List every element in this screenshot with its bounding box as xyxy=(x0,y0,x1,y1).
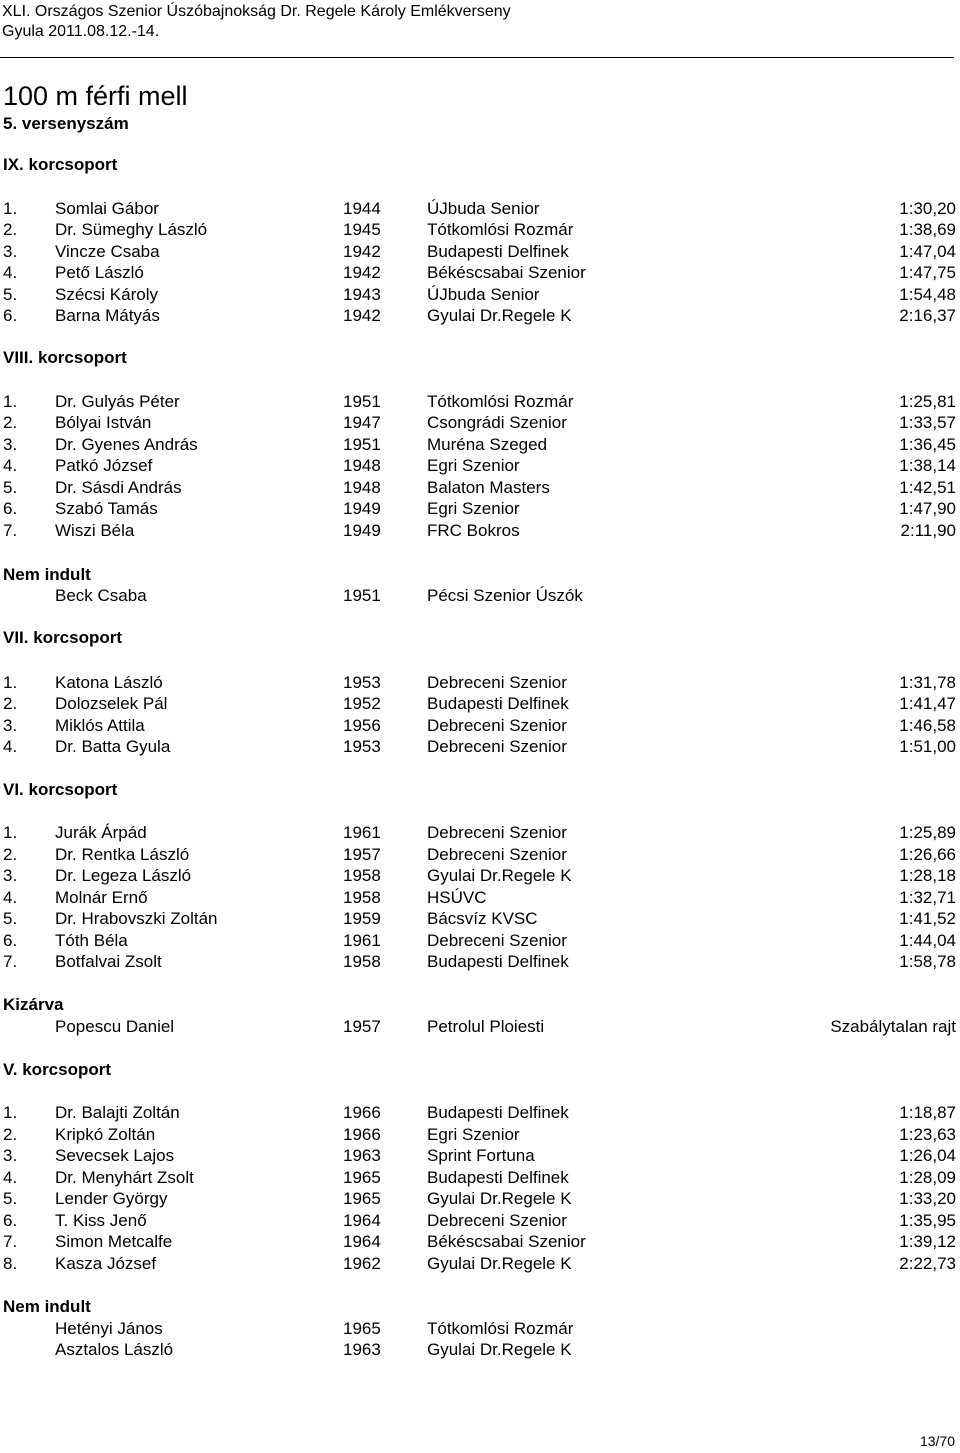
cell-place: 2. xyxy=(3,694,18,713)
cell-time: 1:25,81 xyxy=(899,392,956,411)
cell-club: Budapesti Delfinek xyxy=(427,952,569,971)
cell-club: Balaton Masters xyxy=(427,478,550,497)
cell-name: Dr. Batta Gyula xyxy=(55,737,171,756)
cell-club: Gyulai Dr.Regele K xyxy=(427,1340,572,1359)
result-row xyxy=(0,866,960,886)
result-row xyxy=(0,737,960,757)
cell-time: 1:41,47 xyxy=(899,694,956,713)
cell-name: Asztalos László xyxy=(55,1340,174,1359)
cell-club: Debreceni Szenior xyxy=(427,823,567,842)
cell-place: 6. xyxy=(3,499,18,518)
cell-time: 1:23,63 xyxy=(899,1125,956,1144)
cell-year: 1958 xyxy=(343,952,381,971)
cell-club: Békéscsabai Szenior xyxy=(427,1232,586,1251)
cell-year: 1942 xyxy=(343,306,381,325)
cell-club: Bácsvíz KVSC xyxy=(427,909,538,928)
cell-year: 1945 xyxy=(343,220,381,239)
header-rule xyxy=(0,57,954,58)
cell-time: 1:39,12 xyxy=(899,1232,956,1251)
cell-name: Dr. Menyhárt Zsolt xyxy=(55,1168,194,1187)
cell-name: Dr. Balajti Zoltán xyxy=(55,1103,180,1122)
result-row xyxy=(0,716,960,736)
result-row xyxy=(0,1146,960,1166)
cell-name: Katona László xyxy=(55,673,163,692)
cell-club: Gyulai Dr.Regele K xyxy=(427,1189,572,1208)
result-row xyxy=(0,909,960,929)
cell-time: 1:38,69 xyxy=(899,220,956,239)
cell-time: 1:18,87 xyxy=(899,1103,956,1122)
cell-time: 1:26,04 xyxy=(899,1146,956,1165)
result-row xyxy=(0,952,960,972)
cell-name: Vincze Csaba xyxy=(55,242,160,261)
cell-name: Dr. Hrabovszki Zoltán xyxy=(55,909,218,928)
cell-place: 6. xyxy=(3,1211,18,1230)
cell-year: 1957 xyxy=(343,1017,381,1036)
result-row xyxy=(0,694,960,714)
cell-place: 4. xyxy=(3,263,18,282)
cell-name: Beck Csaba xyxy=(55,586,147,605)
cell-time: 1:38,14 xyxy=(899,456,956,475)
cell-time: 2:16,37 xyxy=(899,306,956,325)
cell-place: 2. xyxy=(3,1125,18,1144)
cell-place: 5. xyxy=(3,478,18,497)
result-row xyxy=(0,392,960,412)
cell-club: Gyulai Dr.Regele K xyxy=(427,1254,572,1273)
group-heading: VI. korcsoport xyxy=(3,780,118,799)
group-heading: VIII. korcsoport xyxy=(3,348,127,367)
cell-year: 1948 xyxy=(343,456,381,475)
cell-club: Budapesti Delfinek xyxy=(427,1168,569,1187)
cell-name: Szécsi Károly xyxy=(55,285,158,304)
cell-club: Békéscsabai Szenior xyxy=(427,263,586,282)
cell-year: 1965 xyxy=(343,1168,381,1187)
cell-name: Pető László xyxy=(55,263,144,282)
cell-time: Szabálytalan rajt xyxy=(830,1017,956,1036)
cell-time: 1:32,71 xyxy=(899,888,956,907)
cell-year: 1942 xyxy=(343,263,381,282)
cell-club: Debreceni Szenior xyxy=(427,737,567,756)
cell-year: 1949 xyxy=(343,499,381,518)
status-heading: Kizárva xyxy=(3,995,64,1014)
cell-place: 3. xyxy=(3,866,18,885)
cell-time: 2:22,73 xyxy=(899,1254,956,1273)
result-row xyxy=(0,1189,960,1209)
cell-club: HSÚVC xyxy=(427,888,487,907)
cell-name: Dr. Legeza László xyxy=(55,866,192,885)
cell-club: Csongrádi Szenior xyxy=(427,413,567,432)
result-row xyxy=(0,823,960,843)
cell-club: Tótkomlósi Rozmár xyxy=(427,220,574,239)
cell-year: 1961 xyxy=(343,931,381,950)
cell-year: 1947 xyxy=(343,413,381,432)
cell-place: 6. xyxy=(3,306,18,325)
cell-time: 2:11,90 xyxy=(900,521,956,540)
cell-name: Dolozselek Pál xyxy=(55,694,168,713)
cell-time: 1:47,75 xyxy=(899,263,956,282)
cell-year: 1965 xyxy=(343,1189,381,1208)
cell-year: 1948 xyxy=(343,478,381,497)
cell-name: Bólyai István xyxy=(55,413,152,432)
cell-time: 1:28,18 xyxy=(899,866,956,885)
cell-year: 1943 xyxy=(343,285,381,304)
cell-year: 1951 xyxy=(343,586,381,605)
cell-year: 1949 xyxy=(343,521,381,540)
cell-name: Dr. Sásdi András xyxy=(55,478,182,497)
cell-time: 1:41,52 xyxy=(899,909,956,928)
cell-name: Szabó Tamás xyxy=(55,499,158,518)
cell-club: Sprint Fortuna xyxy=(427,1146,535,1165)
cell-club: FRC Bokros xyxy=(427,521,520,540)
result-row xyxy=(0,435,960,455)
cell-time: 1:51,00 xyxy=(899,737,956,756)
cell-time: 1:26,66 xyxy=(899,845,956,864)
cell-name: Dr. Rentka László xyxy=(55,845,190,864)
cell-name: Miklós Attila xyxy=(55,716,145,735)
cell-name: Molnár Ernő xyxy=(55,888,148,907)
result-row xyxy=(0,456,960,476)
cell-time: 1:47,90 xyxy=(899,499,956,518)
cell-year: 1963 xyxy=(343,1146,381,1165)
cell-club: Tótkomlósi Rozmár xyxy=(427,392,574,411)
cell-place: 5. xyxy=(3,909,18,928)
status-heading: Nem indult xyxy=(3,565,91,584)
cell-club: Debreceni Szenior xyxy=(427,931,567,950)
result-row xyxy=(0,931,960,951)
event-number: 5. versenyszám xyxy=(3,114,129,133)
cell-year: 1953 xyxy=(343,737,381,756)
cell-place: 7. xyxy=(3,521,18,540)
cell-year: 1957 xyxy=(343,845,381,864)
cell-year: 1965 xyxy=(343,1319,381,1338)
cell-year: 1953 xyxy=(343,673,381,692)
cell-name: Kasza József xyxy=(55,1254,157,1273)
extra-row xyxy=(0,1017,960,1037)
cell-place: 3. xyxy=(3,716,18,735)
cell-place: 7. xyxy=(3,952,18,971)
extra-row xyxy=(0,1340,960,1360)
result-row xyxy=(0,285,960,305)
cell-time: 1:47,04 xyxy=(899,242,956,261)
cell-place: 1. xyxy=(3,823,18,842)
result-row xyxy=(0,478,960,498)
cell-year: 1951 xyxy=(343,392,381,411)
group-heading: V. korcsoport xyxy=(3,1060,112,1079)
extra-row xyxy=(0,1319,960,1339)
cell-club: Debreceni Szenior xyxy=(427,845,567,864)
cell-year: 1959 xyxy=(343,909,381,928)
cell-time: 1:54,48 xyxy=(899,285,956,304)
cell-time: 1:42,51 xyxy=(899,478,956,497)
cell-time: 1:31,78 xyxy=(899,673,956,692)
cell-time: 1:44,04 xyxy=(899,931,956,950)
cell-club: Muréna Szeged xyxy=(427,435,548,454)
cell-club: Egri Szenior xyxy=(427,456,520,475)
result-row xyxy=(0,1168,960,1188)
cell-year: 1958 xyxy=(343,866,381,885)
cell-club: ÚJbuda Senior xyxy=(427,199,540,218)
cell-club: ÚJbuda Senior xyxy=(427,285,540,304)
cell-time: 1:35,95 xyxy=(899,1211,956,1230)
cell-place: 2. xyxy=(3,845,18,864)
cell-name: Botfalvai Zsolt xyxy=(55,952,162,971)
cell-place: 5. xyxy=(3,285,18,304)
cell-place: 1. xyxy=(3,392,18,411)
cell-name: Wiszi Béla xyxy=(55,521,135,540)
cell-time: 1:28,09 xyxy=(899,1168,956,1187)
result-row xyxy=(0,306,960,326)
cell-year: 1942 xyxy=(343,242,381,261)
cell-name: Dr. Gulyás Péter xyxy=(55,392,180,411)
cell-club: Egri Szenior xyxy=(427,1125,520,1144)
result-row xyxy=(0,1103,960,1123)
group-heading: VII. korcsoport xyxy=(3,628,123,647)
cell-club: Budapesti Delfinek xyxy=(427,1103,569,1122)
cell-club: Budapesti Delfinek xyxy=(427,694,569,713)
result-row xyxy=(0,521,960,541)
cell-place: 2. xyxy=(3,413,18,432)
result-row xyxy=(0,1125,960,1145)
result-row xyxy=(0,1254,960,1274)
cell-year: 1961 xyxy=(343,823,381,842)
cell-club: Tótkomlósi Rozmár xyxy=(427,1319,574,1338)
result-row xyxy=(0,220,960,240)
cell-place: 6. xyxy=(3,931,18,950)
cell-place: 4. xyxy=(3,1168,18,1187)
cell-time: 1:30,20 xyxy=(899,199,956,218)
cell-time: 1:46,58 xyxy=(899,716,956,735)
cell-name: Kripkó Zoltán xyxy=(55,1125,156,1144)
result-row xyxy=(0,1232,960,1252)
cell-name: Dr. Sümeghy László xyxy=(55,220,208,239)
cell-year: 1966 xyxy=(343,1125,381,1144)
cell-place: 4. xyxy=(3,456,18,475)
cell-year: 1951 xyxy=(343,435,381,454)
page-number: 13/70 xyxy=(919,1433,955,1449)
cell-year: 1963 xyxy=(343,1340,381,1359)
cell-name: Dr. Gyenes András xyxy=(55,435,198,454)
result-row xyxy=(0,199,960,219)
cell-year: 1958 xyxy=(343,888,381,907)
result-row xyxy=(0,242,960,262)
result-row xyxy=(0,1211,960,1231)
status-heading: Nem indult xyxy=(3,1297,91,1316)
cell-place: 1. xyxy=(3,1103,18,1122)
cell-name: Barna Mátyás xyxy=(55,306,160,325)
cell-club: Debreceni Szenior xyxy=(427,1211,567,1230)
cell-year: 1962 xyxy=(343,1254,381,1273)
result-row xyxy=(0,263,960,283)
cell-place: 1. xyxy=(3,199,18,218)
cell-club: Gyulai Dr.Regele K xyxy=(427,306,572,325)
cell-place: 7. xyxy=(3,1232,18,1251)
cell-club: Debreceni Szenior xyxy=(427,716,567,735)
cell-club: Egri Szenior xyxy=(427,499,520,518)
cell-place: 5. xyxy=(3,1189,18,1208)
cell-year: 1964 xyxy=(343,1211,381,1230)
cell-year: 1952 xyxy=(343,694,381,713)
cell-name: Patkó József xyxy=(55,456,153,475)
cell-time: 1:33,57 xyxy=(899,413,956,432)
cell-club: Petrolul Ploiesti xyxy=(427,1017,545,1036)
cell-name: Somlai Gábor xyxy=(55,199,159,218)
cell-place: 1. xyxy=(3,673,18,692)
cell-time: 1:25,89 xyxy=(899,823,956,842)
cell-place: 3. xyxy=(3,435,18,454)
group-heading: IX. korcsoport xyxy=(3,155,118,174)
cell-name: Simon Metcalfe xyxy=(55,1232,173,1251)
cell-name: Popescu Daniel xyxy=(55,1017,175,1036)
cell-place: 4. xyxy=(3,888,18,907)
result-row xyxy=(0,888,960,908)
cell-name: T. Kiss Jenő xyxy=(55,1211,147,1230)
cell-club: Pécsi Szenior Úszók xyxy=(427,586,583,605)
result-row xyxy=(0,845,960,865)
cell-place: 8. xyxy=(3,1254,18,1273)
cell-place: 4. xyxy=(3,737,18,756)
result-row xyxy=(0,499,960,519)
cell-name: Hetényi János xyxy=(55,1319,163,1338)
cell-name: Sevecsek Lajos xyxy=(55,1146,175,1165)
cell-club: Budapesti Delfinek xyxy=(427,242,569,261)
cell-name: Jurák Árpád xyxy=(55,823,147,842)
cell-time: 1:33,20 xyxy=(899,1189,956,1208)
cell-year: 1944 xyxy=(343,199,381,218)
cell-name: Tóth Béla xyxy=(55,931,128,950)
cell-time: 1:36,45 xyxy=(899,435,956,454)
header-subtitle: Gyula 2011.08.12.-14. xyxy=(2,23,160,40)
cell-time: 1:58,78 xyxy=(899,952,956,971)
cell-place: 3. xyxy=(3,242,18,261)
cell-place: 2. xyxy=(3,220,18,239)
header-title: XLI. Országos Szenior Úszóbajnokság Dr. Regele Károly Emlékverseny xyxy=(2,3,511,20)
cell-year: 1966 xyxy=(343,1103,381,1122)
cell-club: Gyulai Dr.Regele K xyxy=(427,866,572,885)
cell-year: 1964 xyxy=(343,1232,381,1251)
result-row xyxy=(0,673,960,693)
result-row xyxy=(0,413,960,433)
event-title: 100 m férfi mell xyxy=(3,81,188,111)
extra-row xyxy=(0,586,960,606)
cell-place: 3. xyxy=(3,1146,18,1165)
cell-club: Debreceni Szenior xyxy=(427,673,567,692)
cell-year: 1956 xyxy=(343,716,381,735)
cell-name: Lender György xyxy=(55,1189,168,1208)
